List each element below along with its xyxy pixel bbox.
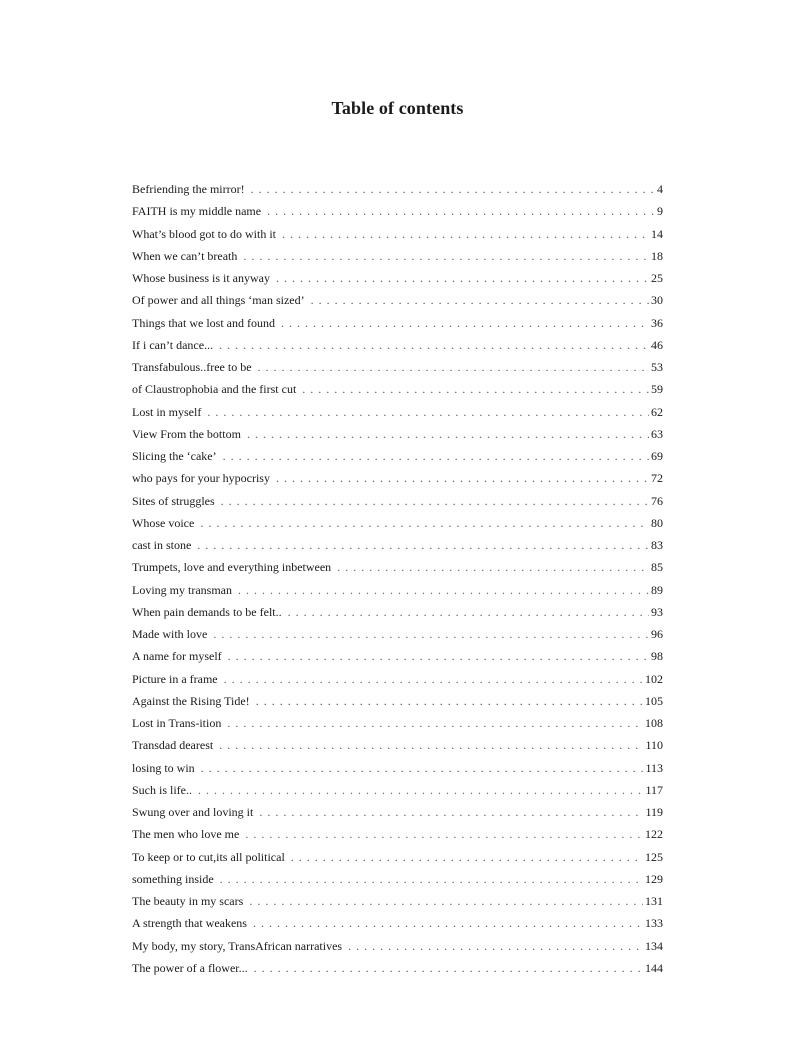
toc-entry-title: The beauty in my scars bbox=[132, 894, 244, 908]
toc-entry-page-number: 119 bbox=[645, 805, 663, 819]
toc-entry-page-number: 93 bbox=[651, 604, 663, 619]
toc-entry-page-number: 63 bbox=[651, 426, 663, 441]
dot-leader bbox=[276, 467, 649, 489]
dot-leader bbox=[258, 356, 649, 378]
toc-entry-title: What’s blood got to do with it bbox=[132, 226, 276, 241]
dot-leader bbox=[288, 601, 649, 623]
toc-entry-page-number: 62 bbox=[651, 404, 663, 419]
toc-entry[interactable] bbox=[132, 289, 663, 311]
toc-entry-page-number: 134 bbox=[645, 938, 663, 953]
dot-leader bbox=[281, 312, 649, 334]
toc-entry-page-number: 59 bbox=[651, 382, 663, 397]
toc-entry[interactable] bbox=[132, 668, 663, 690]
toc-entry-page-number: 9 bbox=[657, 204, 663, 219]
toc-entry-page-number: 108 bbox=[645, 716, 663, 730]
dot-leader bbox=[251, 178, 655, 200]
toc-entry-title: A name for myself bbox=[132, 649, 222, 664]
toc-entry-title: The men who love me bbox=[132, 827, 240, 842]
toc-entry-title: something inside bbox=[132, 871, 214, 886]
dot-leader bbox=[245, 823, 643, 845]
toc-entry-title: Slicing the ‘cake’ bbox=[132, 449, 217, 463]
toc-entry[interactable] bbox=[132, 890, 663, 912]
toc-entry[interactable] bbox=[132, 467, 663, 489]
dot-leader bbox=[238, 579, 649, 601]
toc-entry[interactable] bbox=[132, 645, 663, 667]
toc-entry-page-number: 105 bbox=[645, 693, 663, 708]
toc-entry-title: losing to win bbox=[132, 760, 195, 775]
dot-leader bbox=[219, 334, 649, 356]
toc-entry[interactable] bbox=[132, 178, 663, 200]
toc-entry-page-number: 98 bbox=[651, 649, 663, 664]
toc-entry[interactable] bbox=[132, 801, 663, 823]
toc-entry[interactable] bbox=[132, 512, 663, 534]
toc-entry[interactable] bbox=[132, 200, 663, 222]
toc-entry-page-number: 113 bbox=[645, 760, 663, 775]
dot-leader bbox=[259, 801, 643, 823]
dot-leader bbox=[221, 490, 649, 512]
toc-entry-page-number: 4 bbox=[657, 182, 663, 196]
toc-entry-page-number: 122 bbox=[645, 827, 663, 842]
toc-entry-page-number: 144 bbox=[645, 960, 663, 975]
toc-entry-title: Whose business is it anyway bbox=[132, 271, 270, 285]
toc-entry-title: FAITH is my middle name bbox=[132, 204, 262, 219]
toc-entry-title: Things that we lost and found bbox=[132, 315, 275, 330]
toc-entry-page-number: 46 bbox=[651, 337, 663, 352]
toc-entry-title: Sites of struggles bbox=[132, 493, 215, 508]
dot-leader bbox=[228, 645, 649, 667]
toc-entry-title: When we can’t breath bbox=[132, 248, 238, 263]
toc-entry[interactable] bbox=[132, 245, 663, 267]
toc-entry-page-number: 117 bbox=[645, 782, 663, 797]
dot-leader bbox=[227, 712, 643, 734]
toc-entry-title: My body, my story, TransAfrican narratives bbox=[132, 938, 343, 953]
toc-entry-page-number: 36 bbox=[651, 315, 663, 330]
toc-entry-page-number: 25 bbox=[651, 271, 663, 285]
dot-leader bbox=[254, 957, 643, 979]
dot-leader bbox=[197, 534, 649, 556]
dot-leader bbox=[220, 868, 643, 890]
dot-leader bbox=[337, 556, 649, 578]
toc-entry-page-number: 76 bbox=[651, 493, 663, 508]
dot-leader bbox=[200, 512, 649, 534]
toc-entry[interactable] bbox=[132, 846, 663, 868]
toc-entry[interactable] bbox=[132, 601, 663, 623]
toc-entry[interactable] bbox=[132, 445, 663, 467]
toc-entry[interactable] bbox=[132, 779, 663, 801]
toc-entry-title: who pays for your hypocrisy bbox=[132, 471, 270, 486]
toc-entry-title: View From the bottom bbox=[132, 426, 241, 441]
toc-list bbox=[132, 178, 663, 979]
toc-entry-title: If i can’t dance... bbox=[132, 337, 214, 352]
toc-entry[interactable] bbox=[132, 312, 663, 334]
toc-entry-page-number: 14 bbox=[651, 226, 663, 241]
toc-entry[interactable] bbox=[132, 401, 663, 423]
toc-entry-page-number: 133 bbox=[645, 916, 663, 931]
toc-entry-title: Swung over and loving it bbox=[132, 805, 254, 819]
toc-entry-page-number: 89 bbox=[651, 582, 663, 597]
dot-leader bbox=[219, 734, 643, 756]
dot-leader bbox=[311, 289, 649, 311]
toc-entry[interactable] bbox=[132, 690, 663, 712]
toc-entry-title: Picture in a frame bbox=[132, 671, 218, 686]
toc-entry-title: To keep or to cut,its all political bbox=[132, 849, 285, 864]
toc-entry-title: Lost in Trans-ition bbox=[132, 716, 222, 730]
toc-entry-page-number: 69 bbox=[651, 449, 663, 463]
toc-entry-page-number: 72 bbox=[651, 471, 663, 486]
toc-entry-page-number: 102 bbox=[645, 671, 663, 686]
toc-entry-page-number: 80 bbox=[651, 515, 663, 530]
toc-entry[interactable] bbox=[132, 378, 663, 400]
toc-entry-title: Trumpets, love and everything inbetween bbox=[132, 560, 332, 575]
toc-entry-title: Transdad dearest bbox=[132, 738, 214, 753]
toc-entry[interactable] bbox=[132, 490, 663, 512]
toc-entry-title: The power of a flower... bbox=[132, 960, 248, 975]
toc-entry[interactable] bbox=[132, 623, 663, 645]
dot-leader bbox=[302, 378, 649, 400]
dot-leader bbox=[223, 445, 649, 467]
toc-entry[interactable] bbox=[132, 334, 663, 356]
dot-leader bbox=[198, 779, 643, 801]
toc-entry[interactable] bbox=[132, 868, 663, 890]
toc-entry[interactable] bbox=[132, 712, 663, 734]
toc-entry-page-number: 131 bbox=[645, 894, 663, 908]
dot-leader bbox=[256, 690, 643, 712]
toc-entry[interactable] bbox=[132, 912, 663, 934]
dot-leader bbox=[213, 623, 649, 645]
dot-leader bbox=[282, 223, 649, 245]
toc-entry[interactable] bbox=[132, 356, 663, 378]
toc-entry-title: cast in stone bbox=[132, 538, 192, 552]
toc-entry-title: Transfabulous..free to be bbox=[132, 360, 252, 374]
toc-entry-title: Made with love bbox=[132, 627, 208, 641]
dot-leader bbox=[291, 846, 643, 868]
toc-title: Table of contents bbox=[331, 98, 464, 118]
dot-leader bbox=[348, 935, 643, 957]
toc-entry[interactable] bbox=[132, 823, 663, 845]
toc-entry-title: Befriending the mirror! bbox=[132, 182, 245, 196]
toc-entry-title: Whose voice bbox=[132, 515, 195, 530]
dot-leader bbox=[267, 200, 655, 222]
dot-leader bbox=[276, 267, 649, 289]
toc-entry[interactable] bbox=[132, 734, 663, 756]
dot-leader bbox=[201, 757, 644, 779]
dot-leader bbox=[253, 912, 643, 934]
toc-entry-page-number: 110 bbox=[645, 738, 663, 753]
toc-entry[interactable] bbox=[132, 534, 663, 556]
toc-entry-page-number: 129 bbox=[645, 871, 663, 886]
dot-leader bbox=[249, 890, 643, 912]
toc-entry[interactable] bbox=[132, 423, 663, 445]
toc-entry[interactable] bbox=[132, 579, 663, 601]
toc-entry-title: Of power and all things ‘man sized’ bbox=[132, 293, 305, 308]
toc-entry-title: Loving my transman bbox=[132, 582, 232, 597]
toc-entry-title: of Claustrophobia and the first cut bbox=[132, 382, 297, 397]
toc-entry-page-number: 96 bbox=[651, 627, 663, 641]
toc-entry[interactable] bbox=[132, 267, 663, 289]
dot-leader bbox=[243, 245, 649, 267]
toc-entry-page-number: 83 bbox=[651, 538, 663, 552]
toc-entry-title: Against the Rising Tide! bbox=[132, 693, 250, 708]
toc-entry[interactable] bbox=[132, 757, 663, 779]
toc-entry-page-number: 30 bbox=[651, 293, 663, 308]
toc-entry[interactable] bbox=[132, 556, 663, 578]
toc-entry-page-number: 85 bbox=[651, 560, 663, 575]
toc-entry-page-number: 125 bbox=[645, 849, 663, 864]
toc-entry-page-number: 53 bbox=[651, 360, 663, 374]
toc-entry-page-number: 18 bbox=[651, 248, 663, 263]
toc-entry[interactable] bbox=[132, 957, 663, 979]
toc-entry-title: Lost in myself bbox=[132, 404, 202, 419]
dot-leader bbox=[247, 423, 649, 445]
toc-entry[interactable] bbox=[132, 935, 663, 957]
toc-entry[interactable] bbox=[132, 223, 663, 245]
toc-entry-title: Such is life.. bbox=[132, 782, 192, 797]
toc-entry-title: A strength that weakens bbox=[132, 916, 247, 931]
dot-leader bbox=[224, 668, 643, 690]
dot-leader bbox=[207, 401, 649, 423]
toc-entry-title: When pain demands to be felt.. bbox=[132, 604, 282, 619]
